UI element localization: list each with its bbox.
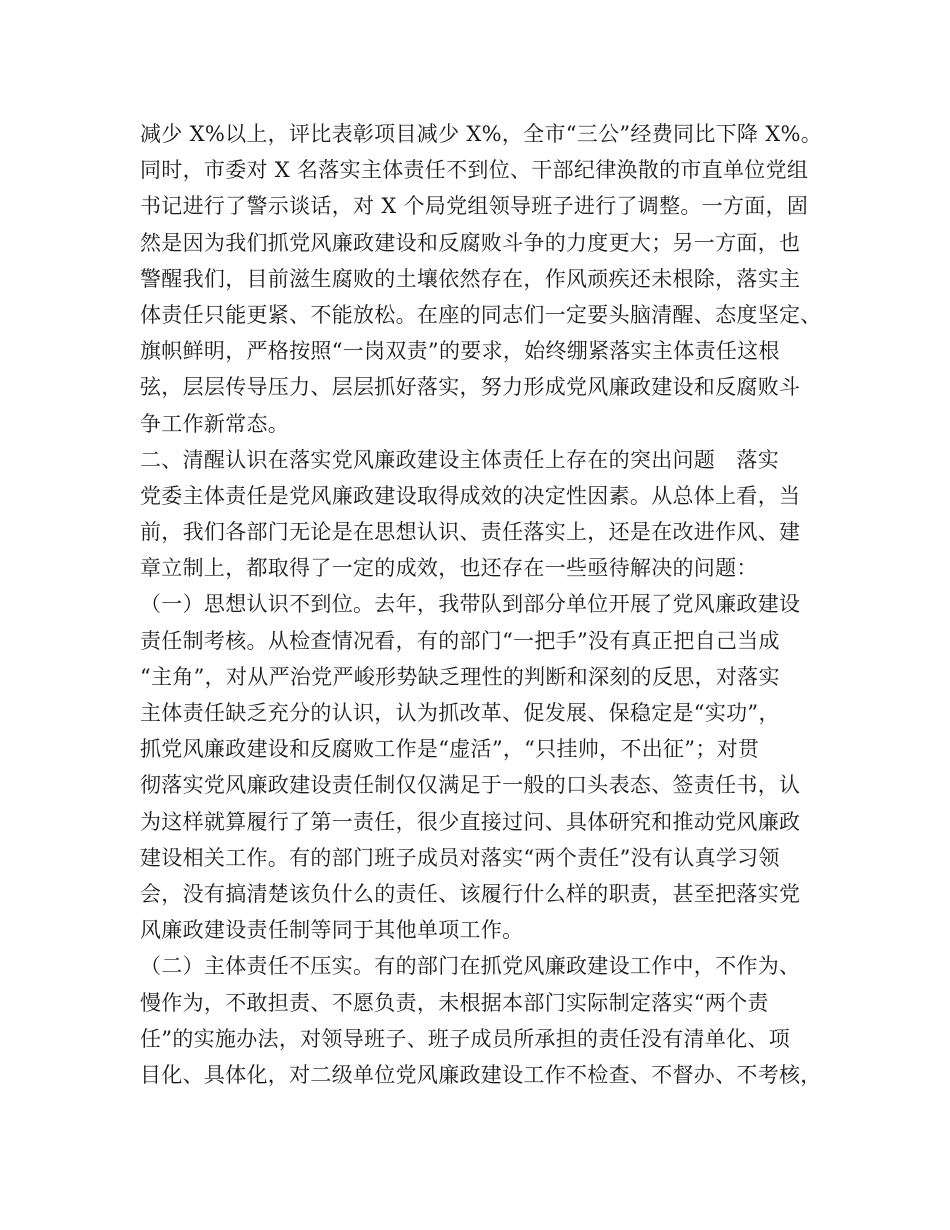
text-line: 抓党风廉政建设和反腐败工作是“虚活”，“只挂帅，不出征”；对贯 <box>140 737 760 762</box>
subsection-heading-line: （二）主体责任不压实。有的部门在抓党风廉政建设工作中，不作为、 <box>140 954 801 979</box>
text-line: 前，我们各部门无论是在思想认识、责任落实上，还是在改进作风、建 <box>140 520 801 545</box>
section-heading-line: 二、清醒认识在落实党风廉政建设主体责任上存在的突出问题 落实 <box>140 447 779 472</box>
text-line: 旗帜鲜明，严格按照“一岗双责”的要求，始终绷紧落实主体责任这根 <box>140 339 780 364</box>
text-line: 彻落实党风廉政建设责任制仅仅满足于一般的口头表态、签责任书，认 <box>140 773 801 798</box>
text-line: 任”的实施办法，对领导班子、班子成员所承担的责任没有清单化、项 <box>140 1026 791 1051</box>
text-line: 弦，层层传导压力、层层抓好落实，努力形成党风廉政建设和反腐败斗 <box>140 375 801 400</box>
subsection-heading-line: （一）思想认识不到位。去年，我带队到部分单位开展了党风廉政建设 <box>140 592 801 617</box>
text-line: 然是因为我们抓党风廉政建设和反腐败斗争的力度更大；另一方面，也 <box>140 230 801 255</box>
text-line: 体责任只能更紧、不能放松。在座的同志们一定要头脑清醒、态度坚定、 <box>140 302 822 327</box>
text-line: “主角”，对从严治党严峻形势缺乏理性的判断和深刻的反思，对落实 <box>140 664 780 689</box>
text-line: 同时，市委对 X 名落实主体责任不到位、干部纪律涣散的市直单位党组 <box>140 158 809 183</box>
text-line: 党委主体责任是党风廉政建设取得成效的决定性因素。从总体上看，当 <box>140 483 801 508</box>
text-line: 书记进行了警示谈话，对 X 个局党组领导班子进行了调整。一方面，固 <box>140 194 809 219</box>
text-line: 慢作为，不敢担责、不愿负责，未根据本部门实际制定落实“两个责 <box>140 990 769 1015</box>
text-line: 主体责任缺乏充分的认识，认为抓改革、促发展、保稳定是“实功”， <box>140 701 780 725</box>
text-line: 目化、具体化，对二级单位党风廉政建设工作不检查、不督办、不考核， <box>140 1062 822 1087</box>
text-line: 建设相关工作。有的部门班子成员对落实“两个责任”没有认真学习领 <box>140 845 780 870</box>
text-line: 为这样就算履行了第一责任，很少直接过问、具体研究和推动党风廉政 <box>140 809 801 834</box>
text-line: 争工作新常态。 <box>140 411 290 436</box>
text-line: 责任制考核。从检查情况看，有的部门“一把手”没有真正把自己当成 <box>140 628 780 653</box>
text-line: 章立制上，都取得了一定的成效，也还存在一些亟待解决的问题： <box>140 556 758 581</box>
text-line: 警醒我们，目前滋生腐败的土壤依然存在，作风顽疾还未根除，落实主 <box>140 266 801 291</box>
document-body-text <box>140 116 830 1093</box>
text-line: 风廉政建设责任制等同于其他单项工作。 <box>140 918 524 943</box>
text-line: 会，没有搞清楚该负什么的责任、该履行什么样的职责，甚至把落实党 <box>140 881 801 906</box>
text-line: 减少 X%以上，评比表彰项目减少 X%，全市“三公”经费同比下降 X%。 <box>140 122 823 146</box>
